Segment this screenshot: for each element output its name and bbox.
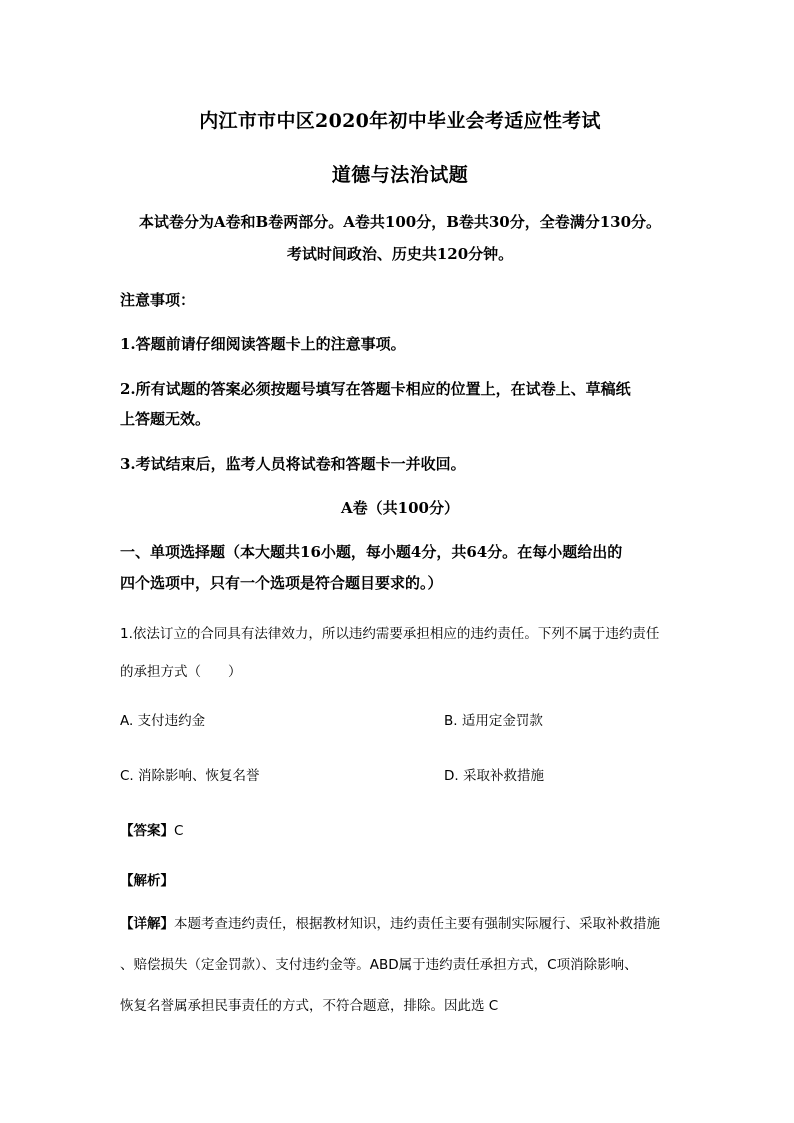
section-a-heading: A卷（共100分） xyxy=(341,499,459,517)
question-1-stem-line-2: 的承担方式（ ） xyxy=(120,664,242,680)
intro-line-2: 考试时间政治、历史共120分钟。 xyxy=(286,245,514,263)
subject-title: 道德与法治试题 xyxy=(331,164,469,186)
question-1-option-b: B. 适用定金罚款 xyxy=(444,713,543,729)
notes-item-2-line-1: 2.所有试题的答案必须按题号填写在答题卡相应的位置上，在试卷上、草稿纸 xyxy=(120,380,631,398)
question-1-option-d: D. 采取补救措施 xyxy=(444,768,544,784)
detail-label: 【详解】 xyxy=(120,916,174,932)
part1-instructions-line-2: 四个选项中，只有一个选项是符合题目要求的。） xyxy=(120,574,443,592)
question-1-option-c: C. 消除影响、恢复名誉 xyxy=(120,768,260,784)
detail-line-1 xyxy=(120,912,680,932)
question-1-stem-line-1: 1.依法订立的合同具有法律效力，所以违约需要承担相应的违约责任。下列不属于违约责任 xyxy=(120,626,660,642)
analysis-label: 【解析】 xyxy=(120,873,174,889)
analysis-row xyxy=(120,869,680,889)
question-1-option-a: A. 支付违约金 xyxy=(120,713,206,729)
exam-title: 内江市市中区2020年初中毕业会考适应性考试 xyxy=(199,110,601,132)
intro-line-1: 本试卷分为A卷和B卷两部分。A卷共100分，B卷共30分，全卷满分130分。 xyxy=(138,213,662,231)
answer-value: C xyxy=(174,823,184,839)
answer-label: 【答案】 xyxy=(120,823,174,839)
notes-item-3: 3.考试结束后，监考人员将试卷和答题卡一并收回。 xyxy=(120,455,466,473)
notes-item-1: 1.答题前请仔细阅读答题卡上的注意事项。 xyxy=(120,335,406,353)
notes-heading: 注意事项： xyxy=(120,291,196,309)
answer-row xyxy=(120,819,680,839)
notes-item-2-line-2: 上答题无效。 xyxy=(120,410,211,428)
part1-instructions-line-1: 一、单项选择题（本大题共16小题，每小题4分，共64分。在每小题给出的 xyxy=(120,543,623,561)
detail-text-1: 本题考查违约责任，根据教材知识，违约责任主要有强制实际履行、采取补救措施 xyxy=(174,916,660,932)
detail-line-3: 恢复名誉属承担民事责任的方式，不符合题意，排除。因此选 C xyxy=(120,998,499,1014)
detail-line-2: 、赔偿损失（定金罚款）、支付违约金等。ABD属于违约责任承担方式，C项消除影响、 xyxy=(120,957,638,973)
